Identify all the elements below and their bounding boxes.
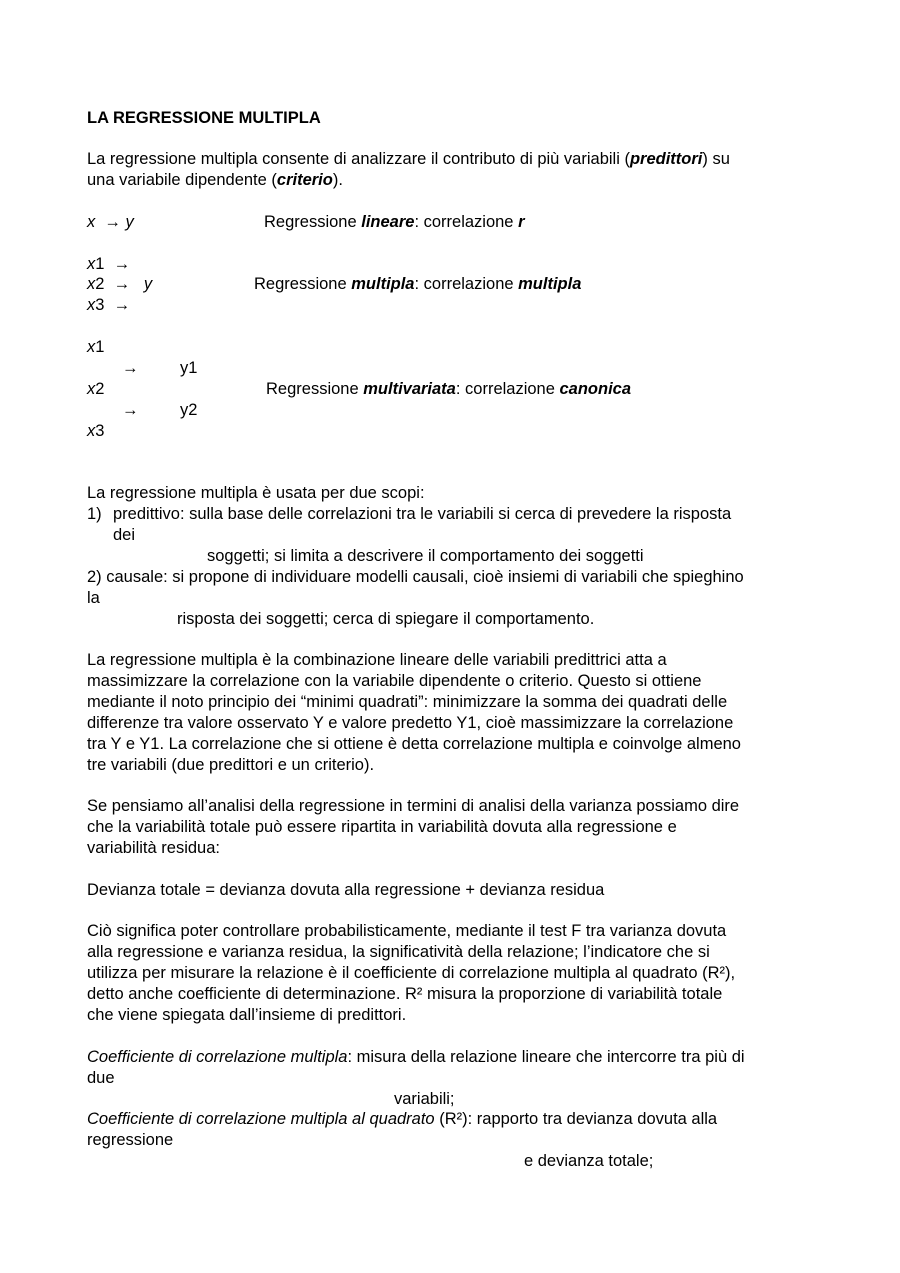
definition-1-line-2: due <box>87 1069 115 1087</box>
definition-2-line-3: e devianza totale; <box>524 1152 654 1170</box>
multivariate-arrow-2 <box>122 400 139 421</box>
para3-line: alla regressione e varianza residua, la significatività della relazione; l’indicatore che si <box>87 943 710 961</box>
para1-line: La regressione multipla è la combinazione lineare delle variabili predittrici atta a <box>87 651 667 669</box>
para1-line: tra Y e Y1. La correlazione che si ottiene è detta correlazione multipla e coinvolge almeno <box>87 735 741 753</box>
arrow-icon: → <box>113 296 131 314</box>
term-criterio: criterio <box>276 171 333 189</box>
para1-line: mediante il noto principio dei “minimi quadrati”: minimizzare la somma dei quadrati delle <box>87 693 728 711</box>
multivariate-y2: y2 <box>180 401 198 419</box>
use-2-line-3: risposta dei soggetti; cerca di spiegare il comportamento. <box>177 610 595 628</box>
arrow-icon: → <box>122 401 139 419</box>
arrow-icon: → <box>104 213 121 231</box>
use-2-line-2: la <box>87 589 100 607</box>
para2-line: Se pensiamo all’analisi della regressione in termini di analisi della varianza possiamo dire <box>87 797 740 815</box>
para3-line: Ciò significa poter controllare probabilisticamente, mediante il test F tra varianza dovuta <box>87 922 727 940</box>
deviance-formula: Devianza totale = devianza dovuta alla regressione + devianza residua <box>87 881 605 899</box>
definition-1-line-3: variabili; <box>394 1090 455 1108</box>
arrow-icon: → <box>122 359 139 377</box>
multiple-description: Regressione multipla: correlazione multipla <box>254 275 582 293</box>
intro-line-2: una variabile dipendente (criterio). <box>87 171 343 189</box>
para2-line: che la variabilità totale può essere ripartita in variabilità dovuta alla regressione e <box>87 818 677 836</box>
linear-mapping: x → y <box>87 213 134 231</box>
multivariate-y1: y1 <box>180 359 198 377</box>
multiple-x2: x2 → y <box>87 275 153 293</box>
para2-line: variabilità residua: <box>87 839 220 857</box>
definition-2-line-1: Coefficiente di correlazione multipla al quadrato (R²): rapporto tra devianza dovuta alla <box>87 1110 718 1128</box>
multiple-x1: x1 → <box>87 255 131 273</box>
para3-line: detto anche coefficiente di determinazione. R² misura la proporzione di variabilità totale <box>87 985 723 1003</box>
para3-line: che viene spiegata dall’insieme di predittori. <box>87 1006 407 1024</box>
definition-1-term: Coefficiente di correlazione multipla <box>87 1048 348 1066</box>
multivariate-x1: x1 <box>87 338 105 356</box>
arrow-icon: → <box>113 275 131 293</box>
para3-line: utilizza per misurare la relazione è il coefficiente di correlazione multipla al quadrato (R²), <box>87 964 736 982</box>
multivariate-x3: x3 <box>87 422 105 440</box>
definition-2-line-2: regressione <box>87 1131 174 1149</box>
para1-line: differenze tra valore osservato Y e valore predetto Y1, cioè massimizzare la correlazione <box>87 714 734 732</box>
multivariate-arrow-1 <box>122 358 139 379</box>
para1-line: tre variabili (due predittori e un criterio). <box>87 756 375 774</box>
linear-description: Regressione lineare: correlazione r <box>264 213 525 231</box>
definition-2-term: Coefficiente di correlazione multipla al quadrato <box>87 1110 435 1128</box>
uses-intro: La regressione multipla è usata per due scopi: <box>87 484 425 502</box>
use-2-line-1: 2) causale: si propone di individuare modelli causali, cioè insiemi di variabili che spieghino <box>87 568 744 586</box>
use-1-number: 1) <box>87 505 102 523</box>
intro-line-1: La regressione multipla consente di analizzare il contributo di più variabili (predittori) su <box>87 150 730 168</box>
multiple-x3: x3 → <box>87 296 131 314</box>
para1-line: massimizzare la correlazione con la variabile dipendente o criterio. Questo si ottiene <box>87 672 702 690</box>
page-title: LA REGRESSIONE MULTIPLA <box>87 109 321 127</box>
use-1-line-2: dei <box>113 526 136 544</box>
term-predittori: predittori <box>629 150 703 168</box>
arrow-icon: → <box>113 255 131 273</box>
use-1-line-1: predittivo: sulla base delle correlazioni tra le variabili si cerca di prevedere la risposta <box>113 505 732 523</box>
multivariate-description: Regressione multivariata: correlazione canonica <box>266 380 632 398</box>
definition-1-line-1: Coefficiente di correlazione multipla: misura della relazione lineare che intercorre tra più di <box>87 1048 745 1066</box>
use-1-line-3: soggetti; si limita a descrivere il comportamento dei soggetti <box>207 547 644 565</box>
multivariate-x2: x2 <box>87 380 105 398</box>
